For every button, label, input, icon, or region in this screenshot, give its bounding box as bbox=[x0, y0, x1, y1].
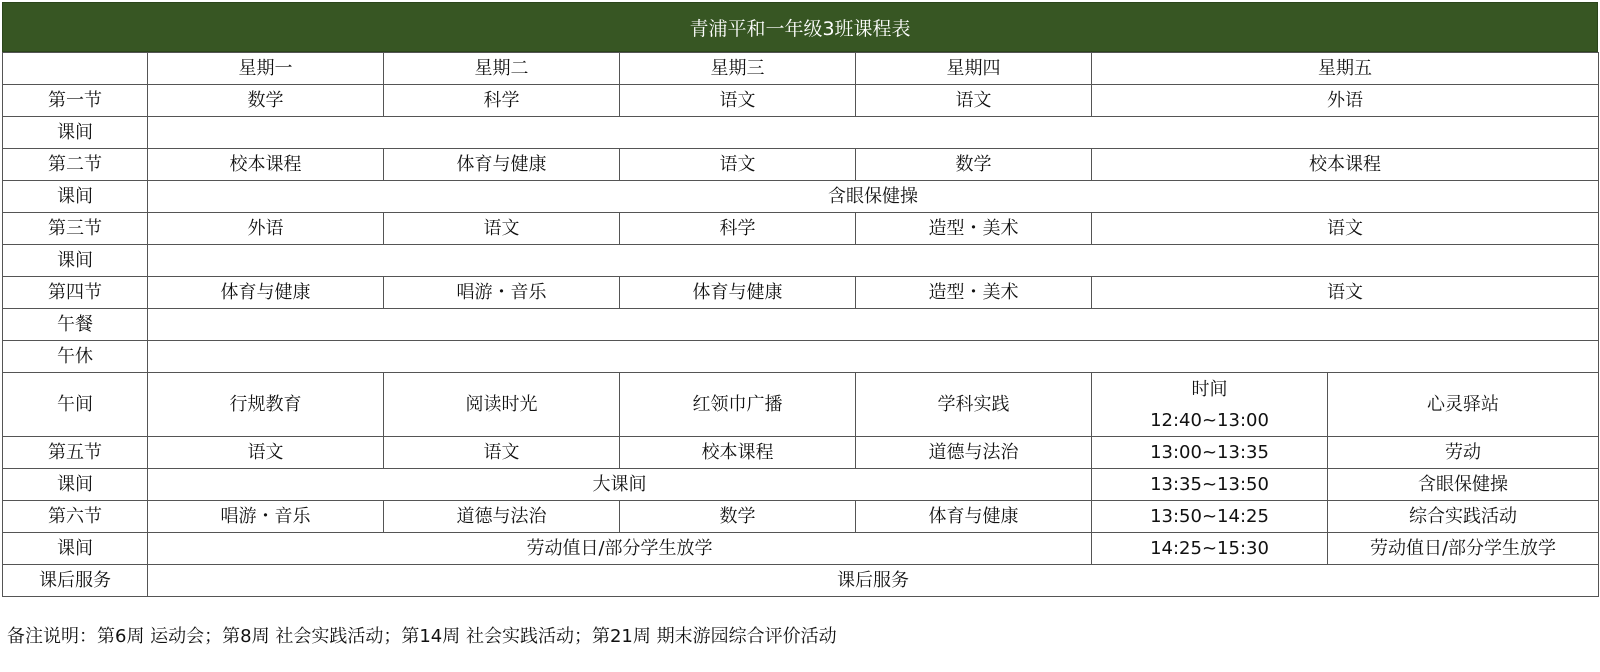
lesson-cell: 语文 bbox=[856, 85, 1092, 117]
friday-activity-cell: 含眼保健操 bbox=[1328, 469, 1599, 501]
lesson-cell: 校本课程 bbox=[148, 149, 384, 181]
lesson-cell: 科学 bbox=[384, 85, 620, 117]
day-header-thursday: 星期四 bbox=[856, 53, 1092, 85]
time-cell: 14:25~15:30 bbox=[1092, 533, 1328, 565]
table-row bbox=[3, 469, 1599, 501]
row-label: 第三节 bbox=[3, 213, 148, 245]
merged-cell bbox=[148, 341, 1599, 373]
lesson-cell: 数学 bbox=[620, 501, 856, 533]
table-row bbox=[3, 213, 1599, 245]
row-label: 课间 bbox=[3, 181, 148, 213]
lesson-cell: 外语 bbox=[148, 213, 384, 245]
merged-cell: 含眼保健操 bbox=[148, 181, 1599, 213]
row-label: 午餐 bbox=[3, 309, 148, 341]
activity-cell: 阅读时光 bbox=[384, 373, 620, 437]
time-cell: 13:00~13:35 bbox=[1092, 437, 1328, 469]
row-label: 课间 bbox=[3, 117, 148, 149]
row-label: 午间 bbox=[3, 373, 148, 437]
table-row bbox=[3, 501, 1599, 533]
time-cell: 13:50~14:25 bbox=[1092, 501, 1328, 533]
row-label: 课间 bbox=[3, 533, 148, 565]
row-label: 课间 bbox=[3, 245, 148, 277]
table-row bbox=[3, 437, 1599, 469]
lesson-cell: 语文 bbox=[1092, 213, 1599, 245]
merged-cell bbox=[148, 117, 1599, 149]
merged-cell bbox=[148, 245, 1599, 277]
lesson-cell: 体育与健康 bbox=[620, 277, 856, 309]
lesson-cell: 语文 bbox=[620, 85, 856, 117]
lesson-cell: 数学 bbox=[856, 149, 1092, 181]
activity-cell: 学科实践 bbox=[856, 373, 1092, 437]
lesson-cell: 唱游・音乐 bbox=[148, 501, 384, 533]
table-row bbox=[3, 245, 1599, 277]
day-header-tuesday: 星期二 bbox=[384, 53, 620, 85]
header-row bbox=[3, 53, 1599, 85]
row-label: 第五节 bbox=[3, 437, 148, 469]
lesson-cell: 外语 bbox=[1092, 85, 1599, 117]
friday-activity-cell: 劳动 bbox=[1328, 437, 1599, 469]
row-label: 第一节 bbox=[3, 85, 148, 117]
timetable-grid bbox=[2, 52, 1599, 597]
friday-activity-cell: 综合实践活动 bbox=[1328, 501, 1599, 533]
activity-cell: 行规教育 bbox=[148, 373, 384, 437]
lesson-cell: 体育与健康 bbox=[384, 149, 620, 181]
merged-cell bbox=[148, 309, 1599, 341]
lesson-cell: 道德与法治 bbox=[384, 501, 620, 533]
row-label: 第二节 bbox=[3, 149, 148, 181]
lesson-cell: 语文 bbox=[1092, 277, 1599, 309]
friday-activity-cell: 劳动值日/部分学生放学 bbox=[1328, 533, 1599, 565]
time-value: 12:40~13:00 bbox=[1150, 409, 1269, 431]
remarks-note: 备注说明：第6周 运动会；第8周 社会实践活动；第14周 社会实践活动；第21周 期末游园综合评价活动 bbox=[7, 626, 837, 647]
table-row bbox=[3, 373, 1599, 437]
lesson-cell: 造型・美术 bbox=[856, 213, 1092, 245]
day-header-monday: 星期一 bbox=[148, 53, 384, 85]
lesson-cell: 唱游・音乐 bbox=[384, 277, 620, 309]
table-row bbox=[3, 565, 1599, 597]
table-row bbox=[3, 181, 1599, 213]
lesson-cell: 语文 bbox=[620, 149, 856, 181]
lesson-cell: 数学 bbox=[148, 85, 384, 117]
friday-activity-cell: 心灵驿站 bbox=[1328, 373, 1599, 437]
table-row bbox=[3, 149, 1599, 181]
table-row bbox=[3, 341, 1599, 373]
lesson-cell: 造型・美术 bbox=[856, 277, 1092, 309]
merged-cell: 课后服务 bbox=[148, 565, 1599, 597]
table-row bbox=[3, 117, 1599, 149]
merged-cell: 大课间 bbox=[148, 469, 1092, 501]
lesson-cell: 科学 bbox=[620, 213, 856, 245]
row-label: 第四节 bbox=[3, 277, 148, 309]
lesson-cell: 语文 bbox=[384, 437, 620, 469]
lesson-cell: 校本课程 bbox=[620, 437, 856, 469]
time-header: 时间 bbox=[1191, 378, 1228, 400]
lesson-cell: 体育与健康 bbox=[856, 501, 1092, 533]
timetable-title: 青浦平和一年级3班课程表 bbox=[2, 2, 1598, 52]
table-row bbox=[3, 277, 1599, 309]
table-row bbox=[3, 85, 1599, 117]
lesson-cell: 语文 bbox=[148, 437, 384, 469]
day-header-wednesday: 星期三 bbox=[620, 53, 856, 85]
time-cell: 13:35~13:50 bbox=[1092, 469, 1328, 501]
day-header-friday: 星期五 bbox=[1092, 53, 1599, 85]
corner-cell bbox=[3, 53, 148, 85]
lesson-cell: 道德与法治 bbox=[856, 437, 1092, 469]
activity-cell: 红领巾广播 bbox=[620, 373, 856, 437]
row-label: 第六节 bbox=[3, 501, 148, 533]
lesson-cell: 体育与健康 bbox=[148, 277, 384, 309]
merged-cell: 劳动值日/部分学生放学 bbox=[148, 533, 1092, 565]
row-label: 课后服务 bbox=[3, 565, 148, 597]
table-row bbox=[3, 533, 1599, 565]
lesson-cell: 语文 bbox=[384, 213, 620, 245]
lesson-cell: 校本课程 bbox=[1092, 149, 1599, 181]
row-label: 课间 bbox=[3, 469, 148, 501]
time-cell bbox=[1092, 373, 1328, 437]
row-label: 午休 bbox=[3, 341, 148, 373]
table-row bbox=[3, 309, 1599, 341]
